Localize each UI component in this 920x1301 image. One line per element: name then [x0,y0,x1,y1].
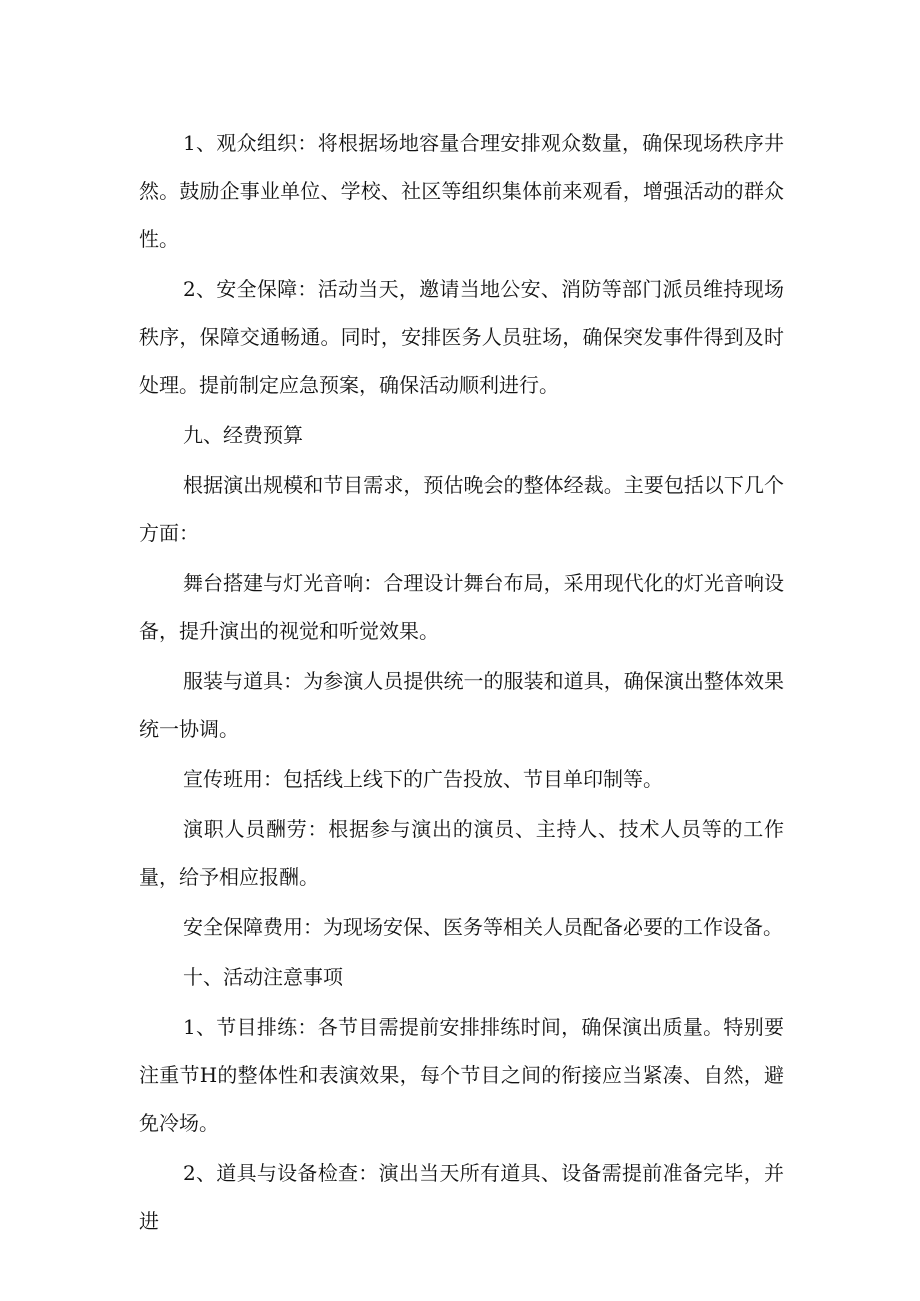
section-heading-notes: 十、活动注意事项 [183,965,343,989]
paragraph-publicity: 宣传班用：包括线上线下的广告投放、节目单印制等。 [183,767,663,791]
paragraph-costumes-props: 服装与道具：为参演人员提供统一的服装和道具，确保演出整体效果统一协调。 [139,669,784,741]
paragraph-staff-pay: 演职人员酬劳：根据参与演出的演员、主持人、技术人员等的工作量，给予相应报酬。 [139,817,784,889]
paragraph-audience-organization: 1、观众组织：将根据场地容量合理安排观众数量，确保现场秩序井然。鼓励企事业单位、学校、社区等组织集体前来观看，增强活动的群众性。 [139,131,784,251]
paragraph-equipment-check: 2、道具与设备检查：演出当天所有道具、设备需提前准备完毕，并进 [139,1161,784,1233]
document-body [139,119,784,1245]
section-heading-budget: 九、经费预算 [183,423,303,447]
paragraph-security-costs: 安全保障费用：为现场安保、医务等相关人员配备必要的工作设备。 [183,915,783,939]
paragraph-stage-lighting: 舞台搭建与灯光音响：合理设计舞台布局，采用现代化的灯光音响设备，提升演出的视觉和听觉效果。 [139,571,784,643]
paragraph-rehearsal: 1、节目排练：各节目需提前安排排练时间，确保演出质量。特别要注重节H的整体性和表演效果，每个节目之间的衔接应当紧凑、自然，避免冷场。 [139,1015,784,1135]
paragraph-budget-intro: 根据演出规模和节目需求，预估晚会的整体经裁。主要包括以下几个方面： [139,473,784,545]
paragraph-safety-assurance: 2、安全保障：活动当天，邀请当地公安、消防等部门派员维持现场秩序，保障交通畅通。同时，安排医务人员驻场，确保突发事件得到及时处理。提前制定应急预案，确保活动顺利进行。 [139,277,784,397]
